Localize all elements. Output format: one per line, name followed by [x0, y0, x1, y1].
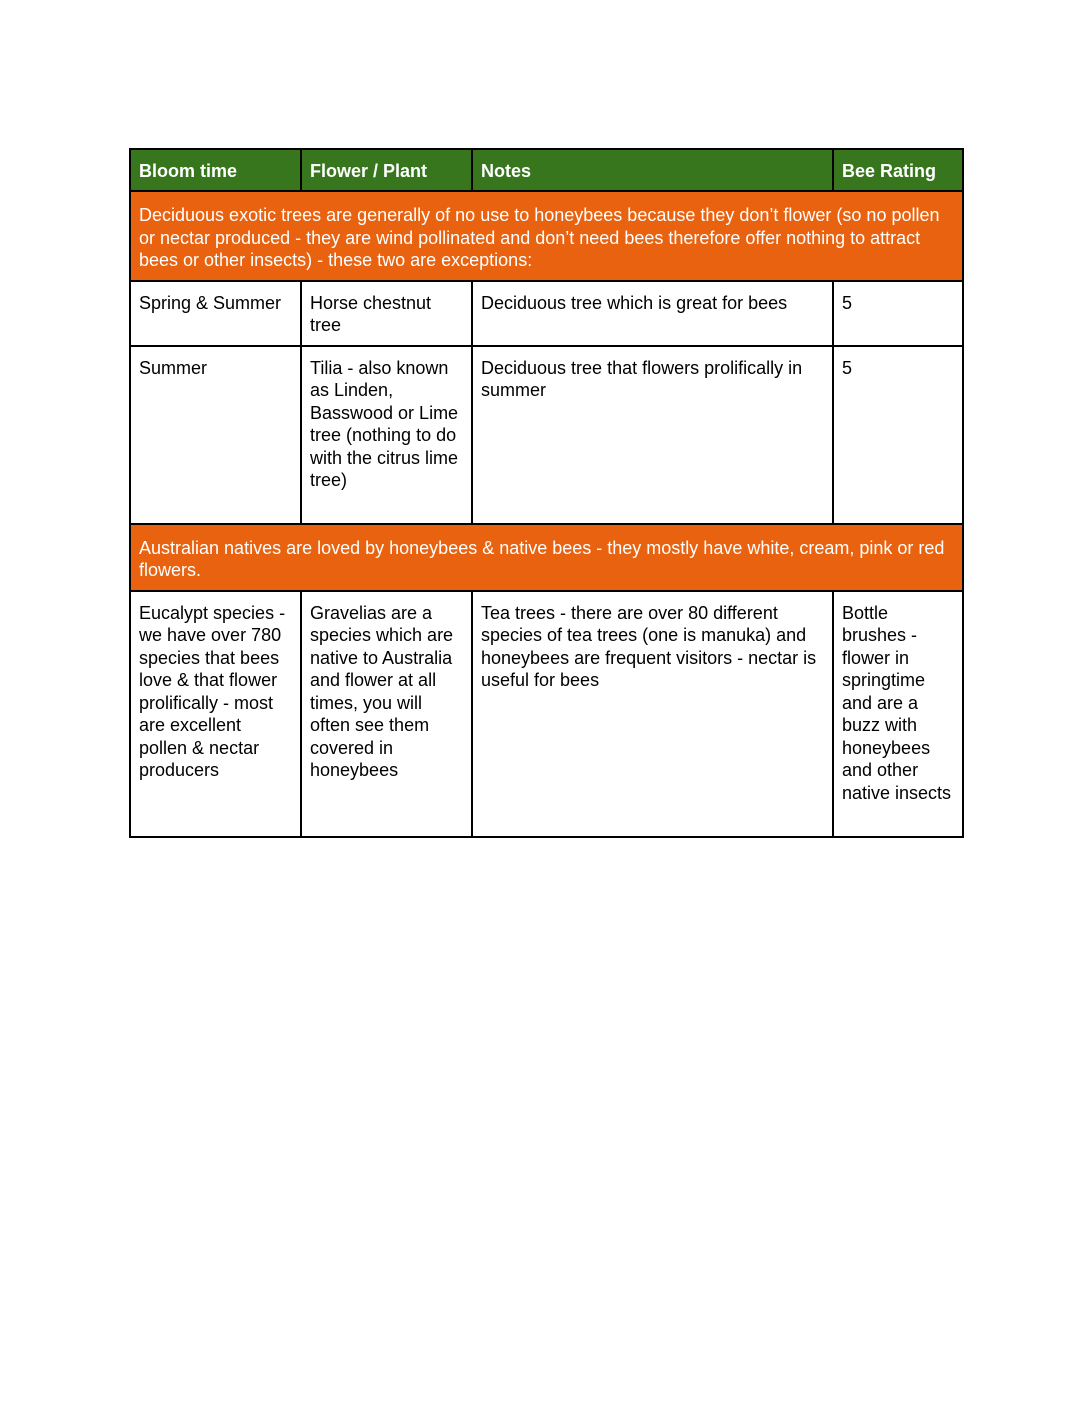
cell-eucalypt: Eucalypt species - we have over 780 species that bees love & that flower prolifically - most are excellent pollen & nectar producers — [130, 591, 301, 837]
cell-notes: Deciduous tree that flowers prolifically in summer — [472, 346, 833, 524]
cell-notes: Deciduous tree which is great for bees — [472, 281, 833, 346]
cell-gravelias: Gravelias are a species which are native to Australia and flower at all times, you will often see them covered in honeybees — [301, 591, 472, 837]
cell-tea-trees: Tea trees - there are over 80 different species of tea trees (one is manuka) and honeybees are frequent visitors - nectar is useful for bees — [472, 591, 833, 837]
bee-plant-table — [129, 148, 964, 838]
cell-bloom-time: Summer — [130, 346, 301, 524]
section-note-australian-natives: Australian natives are loved by honeybees & native bees - they mostly have white, cream, pink or red flowers. — [130, 524, 963, 591]
table-header-row — [130, 149, 963, 191]
table-row — [130, 281, 963, 346]
cell-bloom-time: Spring & Summer — [130, 281, 301, 346]
header-notes: Notes — [472, 149, 833, 191]
cell-flower-plant: Tilia - also known as Linden, Basswood or Lime tree (nothing to do with the citrus lime tree) — [301, 346, 472, 524]
header-bee-rating: Bee Rating — [833, 149, 963, 191]
cell-bottle-brushes: Bottle brushes - flower in springtime and are a buzz with honeybees and other native insects — [833, 591, 963, 837]
section-row-australian-natives — [130, 524, 963, 591]
header-bloom-time: Bloom time — [130, 149, 301, 191]
section-note-exotic-trees: Deciduous exotic trees are generally of no use to honeybees because they don’t flower (so no pollen or nectar produced - they are wind pollinated and don’t need bees therefore offer nothing to attract bees or other insects) - these two are exceptions: — [130, 191, 963, 281]
header-flower-plant: Flower / Plant — [301, 149, 472, 191]
cell-bee-rating: 5 — [833, 346, 963, 524]
cell-flower-plant: Horse chestnut tree — [301, 281, 472, 346]
cell-bee-rating: 5 — [833, 281, 963, 346]
table-row — [130, 591, 963, 837]
section-row-exotic-trees — [130, 191, 963, 281]
table-row — [130, 346, 963, 524]
